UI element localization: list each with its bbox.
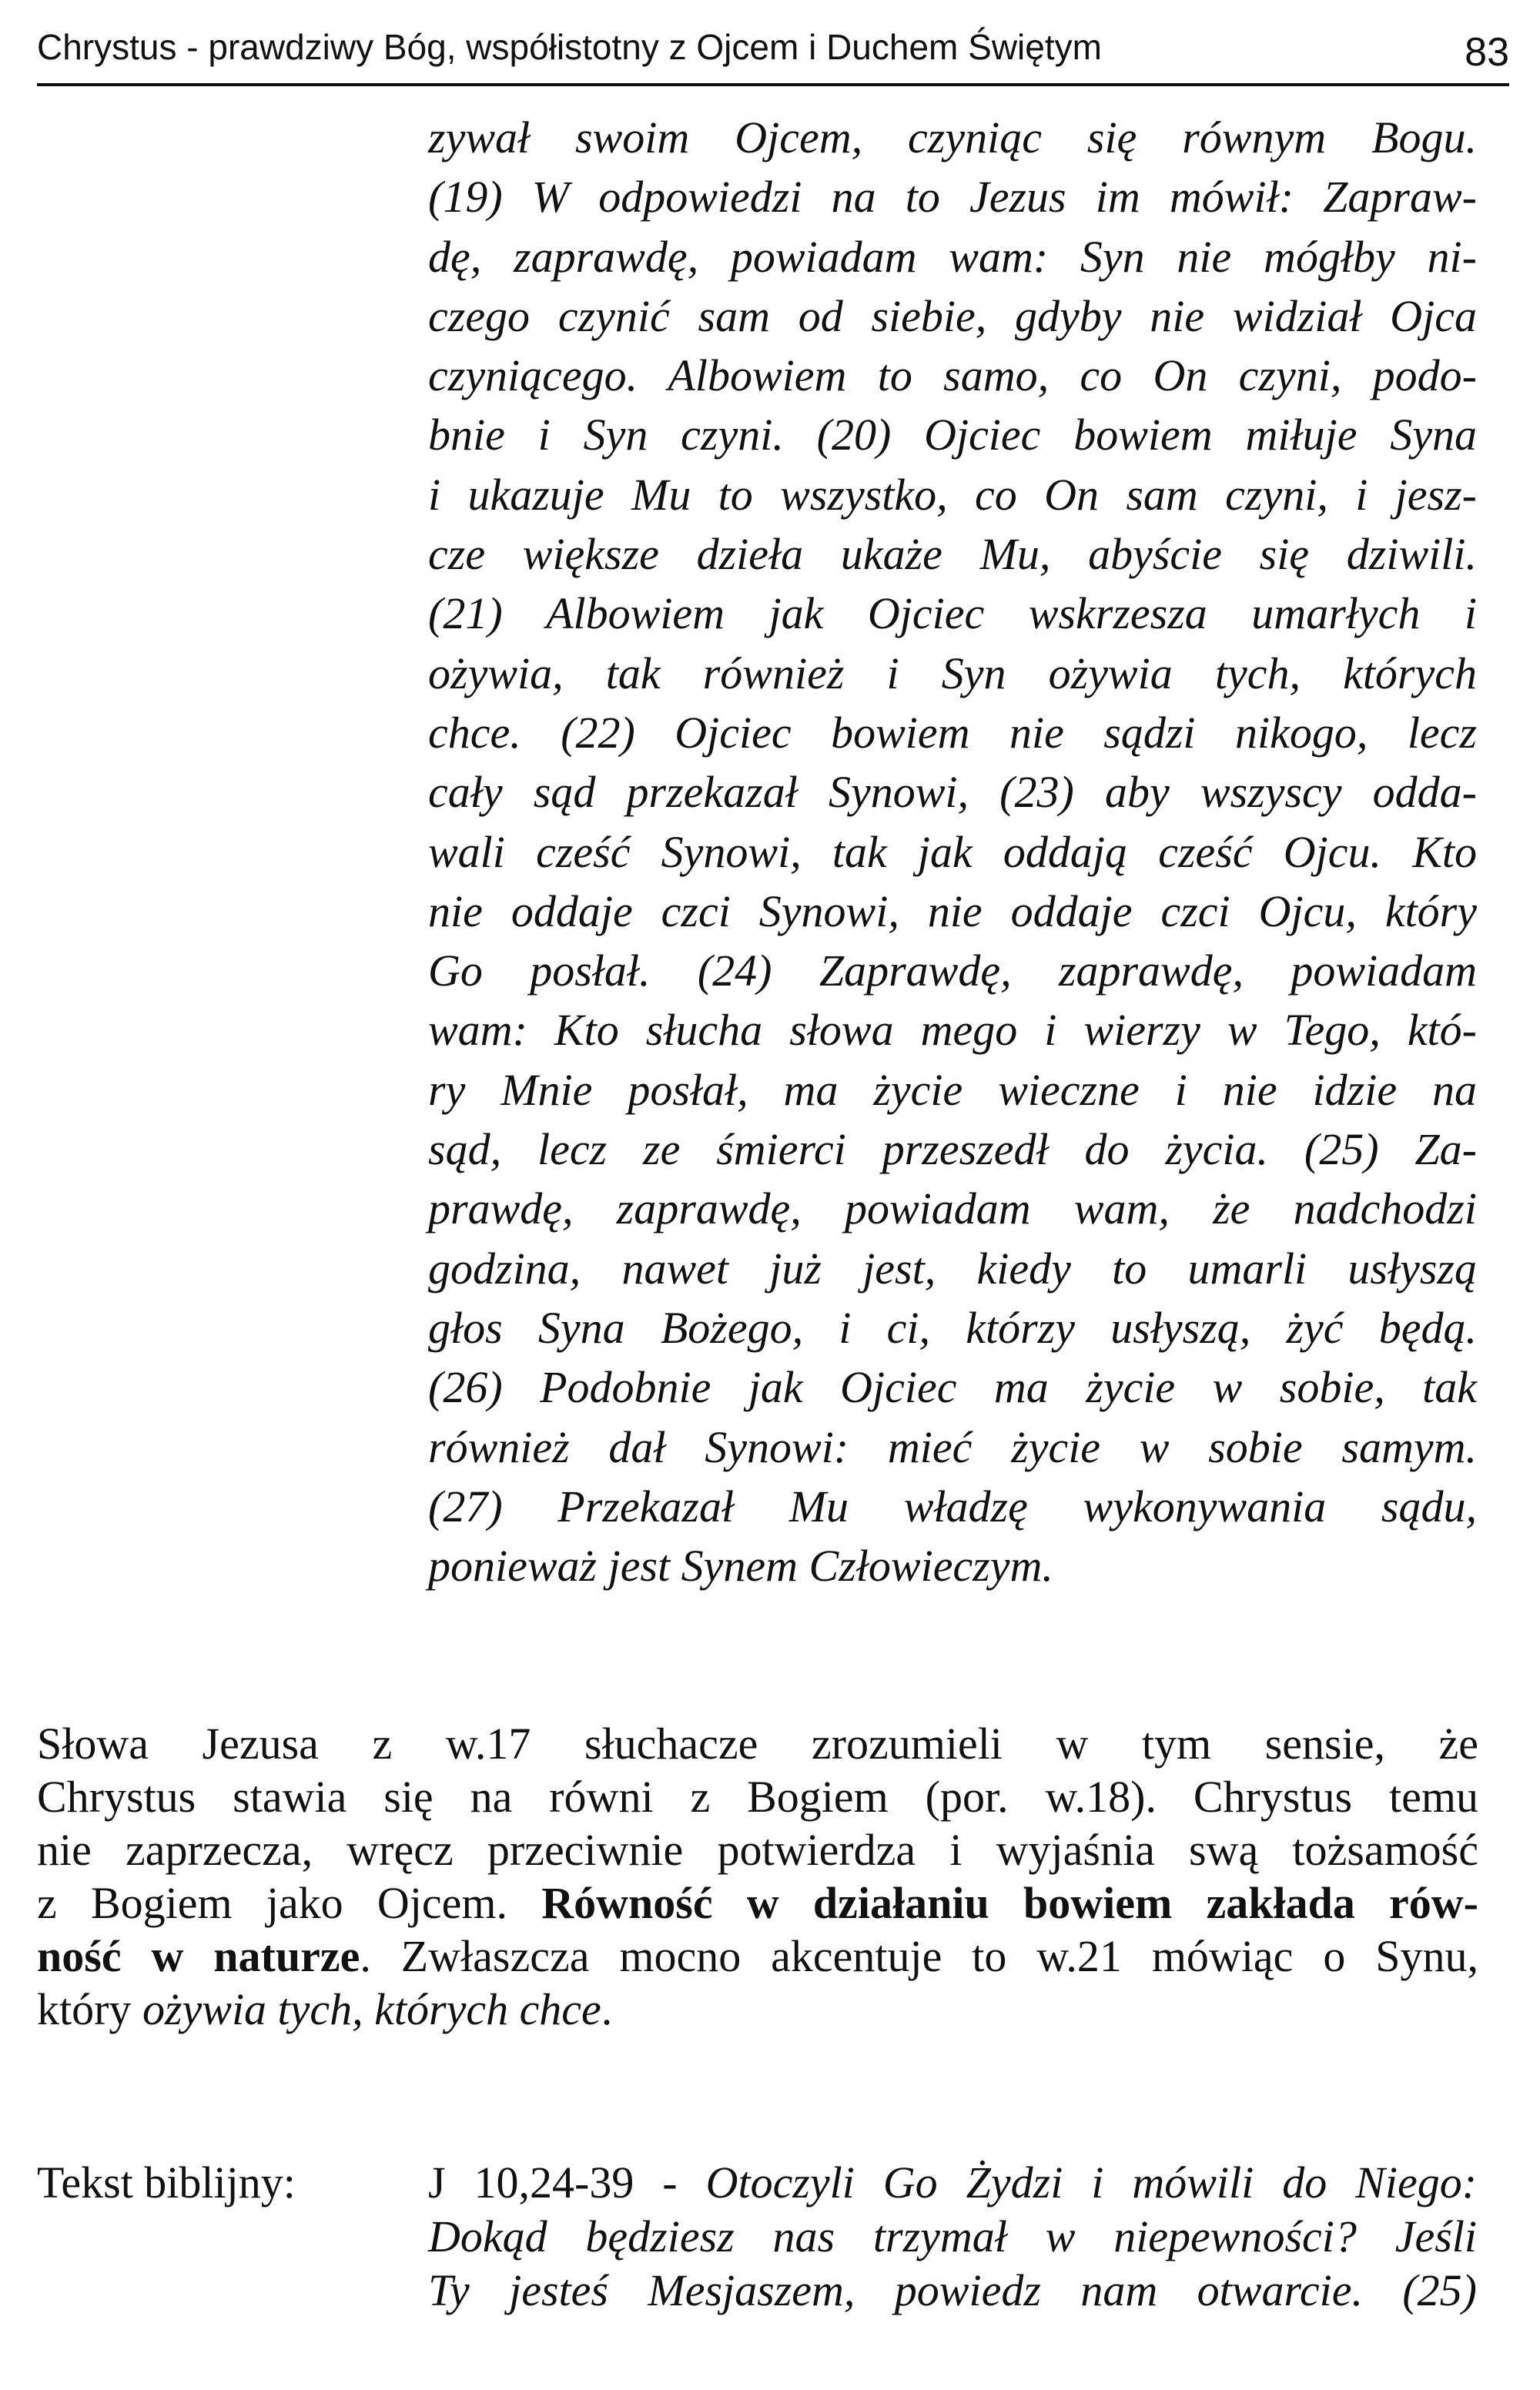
biblical-quote: Otoczyli Go Żydzi i mówili do Niego: (705, 2157, 1478, 2208)
commentary-line (37, 1930, 1478, 1983)
commentary-line: Słowa Jezusa z w.17 słuchacze zrozumieli w tym sensie, że (37, 1719, 1478, 1769)
emphasis-bold: Równość w działaniu bowiem zakłada rów- (541, 1878, 1479, 1928)
quote-line: (19) W odpowiedzi na to Jezus im mówił: Zapraw- (428, 172, 1477, 223)
quote-line: (27) Przekazał Mu władzę wykonywania sądu, (428, 1481, 1477, 1531)
quote-line: również dał Synowi: mieć życie w sobie samym. (428, 1421, 1477, 1472)
quote-line: i ukazuje Mu to wszystko, co On sam czyni, i jesz- (428, 469, 1477, 520)
quote-line: głos Syna Bożego, i ci, którzy usłyszą, żyć będą. (428, 1302, 1477, 1353)
running-title: Chrystus - prawdziwy Bóg, współistotny z Ojcem i Duchem Świętym (37, 27, 1102, 67)
biblical-line: Ty jesteś Mesjaszem, powiedz nam otwarcie. (25) (428, 2265, 1477, 2315)
quote-line: chce. (22) Ojciec bowiem nie sądzi nikogo, lecz (428, 707, 1477, 758)
commentary-text: z Bogiem jako Ojcem. (37, 1878, 542, 1928)
biblical-text (428, 2156, 1477, 2318)
emphasis-bold: ność w naturze (37, 1931, 360, 1981)
quote-line: czyniącego. Albowiem to samo, co On czyni, podo- (428, 350, 1477, 401)
emphasis-italic: ożywia tych, których chce (142, 1984, 601, 2034)
commentary-line: Chrystus stawia się na równi z Bogiem (por. w.18). Chrystus temu (37, 1772, 1478, 1822)
biblical-line (428, 2156, 1477, 2210)
quote-line: dę, zaprawdę, powiadam wam: Syn nie mógłby ni- (428, 231, 1477, 282)
commentary-line: nie zaprzecza, wręcz przeciwnie potwierdza i wyjaśnia swą tożsamość (37, 1825, 1478, 1875)
quote-line: prawdę, zaprawdę, powiadam wam, że nadchodzi (428, 1183, 1477, 1234)
page-number: 83 (1465, 30, 1509, 75)
commentary-line (37, 1983, 1478, 2036)
biblical-line: Dokąd będziesz nas trzymał w niepewności? Jeśli (428, 2211, 1477, 2261)
quote-line: sąd, lecz ze śmierci przeszedł do życia. (25) Za- (428, 1124, 1477, 1175)
bible-reference: J 10,24-39 - (428, 2157, 706, 2208)
quote-line: nie oddaje czci Synowi, nie oddaje czci Ojcu, który (428, 885, 1477, 936)
commentary-paragraph (37, 1717, 1478, 2036)
quote-line: czego czynić sam od siebie, gdyby nie widział Ojca (428, 290, 1477, 341)
quote-line: wali cześć Synowi, tak jak oddają cześć Ojcu. Kto (428, 826, 1477, 877)
quote-line: godzina, nawet już jest, kiedy to umarli usłyszą (428, 1243, 1477, 1294)
biblical-text-label: Tekst biblijny: (37, 2157, 296, 2208)
quote-line: wam: Kto słucha słowa mego i wierzy w Tego, któ- (428, 1005, 1477, 1056)
quote-line: ponieważ jest Synem Człowieczym. (428, 1541, 1053, 1592)
scripture-quote (428, 108, 1477, 1595)
quote-line: Go posłał. (24) Zaprawdę, zaprawdę, powiadam (428, 946, 1477, 996)
commentary-line (37, 1876, 1478, 1930)
quote-line: bnie i Syn czyni. (20) Ojciec bowiem miłuje Syna (428, 410, 1477, 460)
commentary-text: . (601, 1984, 613, 2034)
commentary-text: . Zwłaszcza mocno akcentuje to w.21 mówiąc o Synu, (360, 1931, 1478, 1981)
quote-line: cze większe dzieła ukaże Mu, abyście się dziwili. (428, 529, 1477, 580)
quote-line: ożywia, tak również i Syn ożywia tych, których (428, 648, 1477, 698)
running-header (37, 23, 1509, 86)
commentary-text: który (37, 1984, 142, 2034)
quote-line: ry Mnie posłał, ma życie wieczne i nie idzie na (428, 1064, 1477, 1115)
quote-line: (26) Podobnie jak Ojciec ma życie w sobie, tak (428, 1362, 1477, 1413)
quote-line: (21) Albowiem jak Ojciec wskrzesza umarłych i (428, 588, 1477, 639)
quote-line: zywał swoim Ojcem, czyniąc się równym Bogu. (428, 112, 1477, 162)
quote-line: cały sąd przekazał Synowi, (23) aby wszyscy odda- (428, 767, 1477, 818)
